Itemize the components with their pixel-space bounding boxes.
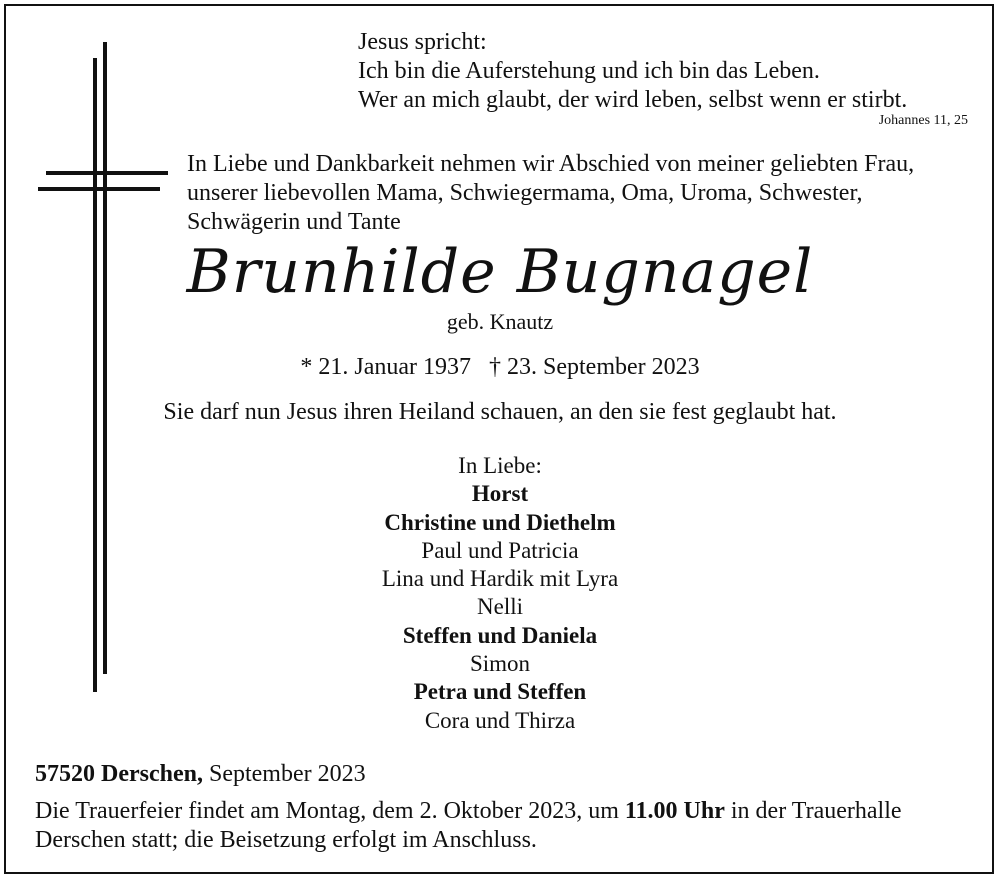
cross-horizontal-bar [38,187,160,191]
mourner-entry: Paul und Patricia [421,537,579,563]
verse-line: Ich bin die Auferstehung und ich bin das Leben. [358,58,820,84]
mourner-entry: Cora und Thirza [424,707,576,733]
mourner-entry: Steffen und Daniela [402,622,598,648]
mourner-entry: Petra und Steffen [413,679,587,705]
intro-line: In Liebe und Dankbarkeit nehmen wir Abschied von meiner geliebten Frau, [187,151,915,177]
verse-reference: Johannes 11, 25 [878,113,968,128]
cross-horizontal-bar [46,171,168,175]
funeral-info [35,797,975,855]
verse-line: Jesus spricht: [358,29,487,55]
intro-text [187,150,914,237]
faith-line: Sie darf nun Jesus ihren Heiland schauen, an den sie fest geglaubt hat. [163,399,837,425]
life-dates [0,353,1000,382]
intro-line: unserer liebevollen Mama, Schwiegermama, Oma, Uroma, Schwester, [187,180,863,206]
mourner-entry: Horst [471,481,529,507]
birth-name: geb. Knautz [446,309,554,334]
mourner-entry: Nelli [477,594,523,620]
bible-verse [358,28,907,115]
birth-date: * 21. Januar 1937 [300,354,471,380]
funeral-time: 11.00 Uhr [624,798,725,824]
mourners-list [0,452,1000,735]
death-date: † 23. September 2023 [489,354,700,380]
funeral-text-before: Die Trauerfeier findet am Montag, dem 2. Oktober 2023, um [35,798,619,824]
place-date: September 2023 [208,761,366,787]
verse-line: Wer an mich glaubt, der wird leben, selbst wenn er stirbt. [358,87,908,113]
mourner-entry: Simon [469,651,531,677]
mourners-heading: In Liebe: [458,453,542,478]
mourner-entry: Christine und Diethelm [384,509,616,535]
funeral-text-after: in der Trauerhalle Derschen statt; die Beisetzung erfolgt im Anschluss. [35,798,902,853]
deceased-name: Brunhilde Bugnagel [186,237,814,307]
mourner-entry: Lina und Hardik mit Lyra [381,566,619,592]
place-and-date [35,760,366,789]
notice-border [4,4,994,874]
intro-line: Schwägerin und Tante [187,209,401,235]
place-location: 57520 Derschen, [35,761,203,787]
